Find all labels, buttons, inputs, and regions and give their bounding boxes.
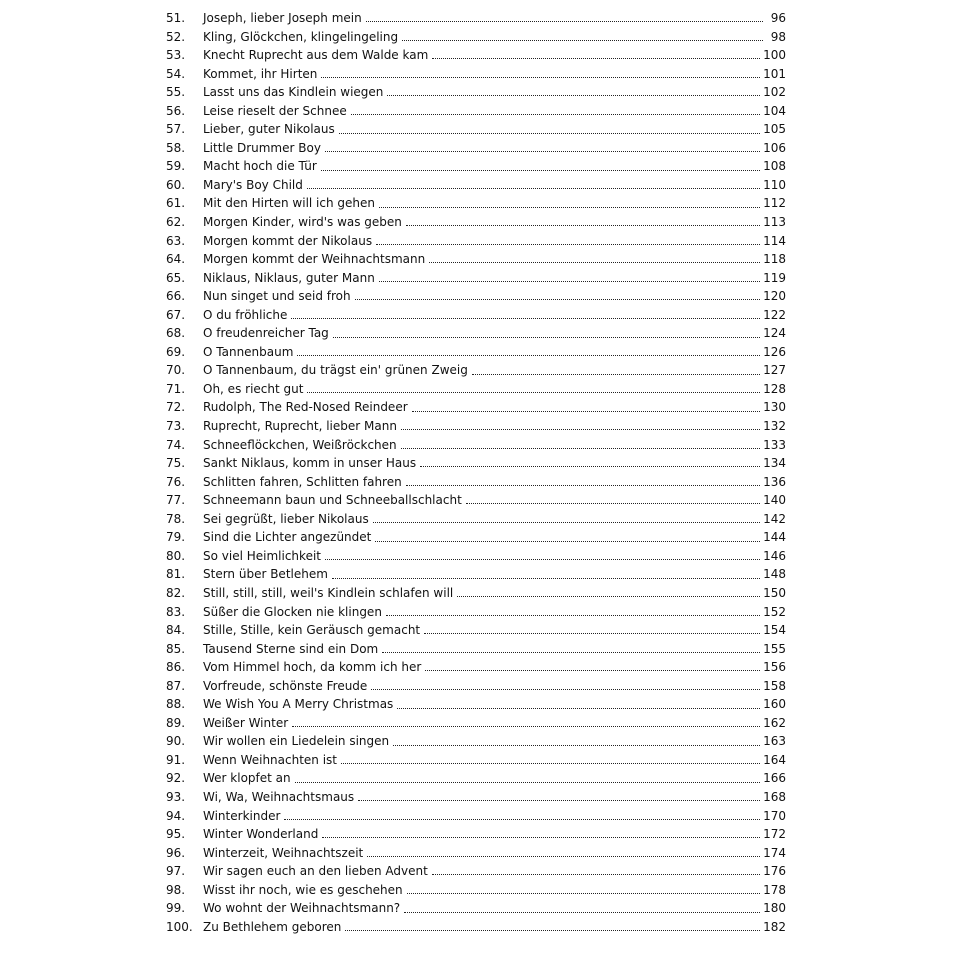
- entry-number: 74.: [166, 437, 186, 452]
- toc-entry: [166, 547, 786, 566]
- entry-page-number: 126: [763, 344, 786, 359]
- dot-leader: [402, 40, 763, 41]
- entry-title: Weißer Winter: [203, 715, 289, 730]
- toc-entry: [166, 176, 786, 195]
- dot-leader: [379, 281, 760, 282]
- entry-page-number: 132: [763, 419, 786, 434]
- entry-title: Tausend Sterne sind ein Dom: [203, 641, 379, 656]
- entry-number: 79.: [166, 530, 186, 545]
- entry-title: Schneemann baun und Schneeballschlacht: [203, 493, 462, 508]
- toc-entry: [166, 603, 786, 622]
- entry-number: 71.: [166, 381, 186, 396]
- toc-entry: [166, 250, 786, 269]
- entry-title: Wo wohnt der Weihnachtsmann?: [203, 901, 401, 916]
- entry-number: 77.: [166, 493, 186, 508]
- dot-leader: [297, 355, 760, 356]
- toc-entry: [166, 324, 786, 343]
- entry-number: 99.: [166, 901, 186, 916]
- toc-entry: [166, 194, 786, 213]
- entry-number: 96.: [166, 845, 186, 860]
- entry-number: 67.: [166, 307, 186, 322]
- toc-entry: [166, 862, 786, 881]
- entry-page-number: 128: [763, 381, 786, 396]
- entry-title: Vom Himmel hoch, da komm ich her: [203, 660, 422, 675]
- entry-number: 70.: [166, 363, 186, 378]
- entry-title: Wisst ihr noch, wie es geschehen: [203, 882, 403, 897]
- toc-entry: [166, 120, 786, 139]
- toc-entry: [166, 361, 786, 380]
- entry-page-number: 130: [763, 400, 786, 415]
- entry-number: 85.: [166, 641, 186, 656]
- entry-number: 72.: [166, 400, 186, 415]
- dot-leader: [401, 429, 760, 430]
- dot-leader: [404, 912, 760, 913]
- toc-entry: [166, 825, 786, 844]
- entry-number: 81.: [166, 567, 186, 582]
- dot-leader: [307, 392, 760, 393]
- entry-title: Sei gegrüßt, lieber Nikolaus: [203, 511, 369, 526]
- entry-page-number: 112: [763, 196, 786, 211]
- toc-entry: [166, 714, 786, 733]
- entry-number: 53.: [166, 48, 186, 63]
- toc-entry: [166, 565, 786, 584]
- toc-entry: [166, 695, 786, 714]
- dot-leader: [291, 318, 760, 319]
- toc-entry: [166, 473, 786, 492]
- dot-leader: [358, 800, 760, 801]
- entry-number: 57.: [166, 122, 186, 137]
- toc-entry: [166, 269, 786, 288]
- entry-number: 76.: [166, 474, 186, 489]
- entry-title: Ruprecht, Ruprecht, lieber Mann: [203, 419, 397, 434]
- entry-title: Sankt Niklaus, komm in unser Haus: [203, 456, 417, 471]
- entry-title: Joseph, lieber Joseph mein: [203, 11, 362, 25]
- dot-leader: [432, 874, 760, 875]
- entry-number: 51.: [166, 11, 186, 25]
- toc-entry: [166, 621, 786, 640]
- entry-page-number: 168: [763, 789, 786, 804]
- dot-leader: [429, 262, 760, 263]
- dot-leader: [420, 466, 760, 467]
- entry-page-number: 146: [763, 548, 786, 563]
- toc-entry: [166, 732, 786, 751]
- toc-entry: [166, 510, 786, 529]
- toc-entry: [166, 46, 786, 65]
- entry-number: 66.: [166, 289, 186, 304]
- toc-entry: [166, 788, 786, 807]
- entry-title: Wir sagen euch an den lieben Advent: [203, 864, 428, 879]
- dot-leader: [425, 670, 760, 671]
- entry-page-number: 154: [763, 623, 786, 638]
- entry-number: 95.: [166, 827, 186, 842]
- entry-title: Mary's Boy Child: [203, 177, 303, 192]
- entry-number: 60.: [166, 177, 186, 192]
- entry-number: 89.: [166, 715, 186, 730]
- entry-title: Mit den Hirten will ich gehen: [203, 196, 376, 211]
- dot-leader: [367, 856, 760, 857]
- toc-entry: [166, 584, 786, 603]
- dot-leader: [412, 411, 760, 412]
- dot-leader: [325, 559, 760, 560]
- entry-title: Süßer die Glocken nie klingen: [203, 604, 382, 619]
- entry-title: Morgen kommt der Weihnachtsmann: [203, 252, 426, 267]
- entry-title: Wi, Wa, Weihnachtsmaus: [203, 789, 355, 804]
- dot-leader: [397, 708, 760, 709]
- entry-title: Kling, Glöckchen, klingelingeling: [203, 29, 399, 44]
- entry-number: 75.: [166, 456, 186, 471]
- entry-title: Zu Bethlehem geboren: [203, 919, 342, 934]
- dot-leader: [373, 522, 760, 523]
- dot-leader: [375, 541, 760, 542]
- dot-leader: [466, 503, 760, 504]
- entry-title: Knecht Ruprecht aus dem Walde kam: [203, 48, 429, 63]
- entry-page-number: 176: [763, 864, 786, 879]
- dot-leader: [351, 114, 760, 115]
- entry-title: So viel Heimlichkeit: [203, 548, 321, 563]
- entry-page-number: 172: [763, 827, 786, 842]
- entry-number: 65.: [166, 270, 186, 285]
- entry-number: 83.: [166, 604, 186, 619]
- toc-entry: [166, 102, 786, 121]
- entry-number: 78.: [166, 511, 186, 526]
- toc-entry: [166, 918, 786, 937]
- entry-number: 68.: [166, 326, 186, 341]
- toc-entry: [166, 139, 786, 158]
- entry-number: 55.: [166, 85, 186, 100]
- toc-entry: [166, 232, 786, 251]
- entry-number: 91.: [166, 752, 186, 767]
- entry-page-number: 155: [763, 641, 786, 656]
- entry-title: O Tannenbaum: [203, 344, 294, 359]
- dot-leader: [345, 930, 760, 931]
- entry-title: Schneeflöckchen, Weißröckchen: [203, 437, 397, 452]
- entry-number: 93.: [166, 789, 186, 804]
- dot-leader: [424, 633, 760, 634]
- toc-entry: [166, 343, 786, 362]
- entry-number: 64.: [166, 252, 186, 267]
- entry-title: O freudenreicher Tag: [203, 326, 329, 341]
- dot-leader: [332, 578, 760, 579]
- entry-page-number: 136: [763, 474, 786, 489]
- dot-leader: [333, 337, 760, 338]
- entry-page-number: 142: [763, 511, 786, 526]
- dot-leader: [407, 893, 760, 894]
- dot-leader: [295, 782, 760, 783]
- toc-entry: [166, 881, 786, 900]
- entry-title: Wer klopfet an: [203, 771, 291, 786]
- entry-page-number: 106: [763, 140, 786, 155]
- entry-page-number: 124: [763, 326, 786, 341]
- entry-title: Nun singet und seid froh: [203, 289, 351, 304]
- toc-entry: [166, 491, 786, 510]
- entry-page-number: 170: [763, 808, 786, 823]
- entry-title: O Tannenbaum, du trägst ein' grünen Zweig: [203, 363, 468, 378]
- dot-leader: [366, 21, 763, 22]
- entry-number: 97.: [166, 864, 186, 879]
- dot-leader: [387, 95, 760, 96]
- entry-title: Niklaus, Niklaus, guter Mann: [203, 270, 375, 285]
- toc-entry: [166, 28, 786, 47]
- toc-entry: [166, 436, 786, 455]
- toc-entry: [166, 65, 786, 84]
- entry-title: Stern über Betlehem: [203, 567, 328, 582]
- dot-leader: [371, 689, 760, 690]
- toc-entry: [166, 899, 786, 918]
- entry-title: O du fröhliche: [203, 307, 288, 322]
- entry-title: Kommet, ihr Hirten: [203, 66, 318, 81]
- entry-page-number: 105: [763, 122, 786, 137]
- entry-number: 69.: [166, 344, 186, 359]
- entry-page-number: 96: [770, 11, 786, 25]
- entry-title: Leise rieselt der Schnee: [203, 103, 347, 118]
- dot-leader: [292, 726, 760, 727]
- entry-number: 92.: [166, 771, 186, 786]
- toc-entry: [166, 306, 786, 325]
- entry-number: 54.: [166, 66, 186, 81]
- entry-title: Vorfreude, schönste Freude: [203, 678, 368, 693]
- entry-page-number: 163: [763, 734, 786, 749]
- entry-title: Wir wollen ein Liedelein singen: [203, 734, 390, 749]
- toc-entry: [166, 157, 786, 176]
- entry-page-number: 122: [763, 307, 786, 322]
- entry-title: Winter Wonderland: [203, 827, 319, 842]
- dot-leader: [307, 188, 760, 189]
- entry-number: 98.: [166, 882, 186, 897]
- entry-page-number: 164: [763, 752, 786, 767]
- entry-number: 59.: [166, 159, 186, 174]
- toc-entry: [166, 9, 786, 28]
- toc-entry: [166, 528, 786, 547]
- entry-page-number: 120: [763, 289, 786, 304]
- dot-leader: [393, 745, 760, 746]
- entry-page-number: 148: [763, 567, 786, 582]
- entry-page-number: 180: [763, 901, 786, 916]
- dot-leader: [457, 596, 760, 597]
- entry-title: Morgen kommt der Nikolaus: [203, 233, 373, 248]
- toc-entry: [166, 83, 786, 102]
- entry-title: Sind die Lichter angezündet: [203, 530, 372, 545]
- entry-page-number: 113: [763, 215, 786, 230]
- toc-entry: [166, 844, 786, 863]
- toc-entry: [166, 751, 786, 770]
- entry-title: Rudolph, The Red-Nosed Reindeer: [203, 400, 408, 415]
- entry-number: 63.: [166, 233, 186, 248]
- entry-page-number: 102: [763, 85, 786, 100]
- entry-page-number: 133: [763, 437, 786, 452]
- entry-number: 100.: [166, 919, 193, 934]
- dot-leader: [386, 615, 760, 616]
- entry-page-number: 114: [763, 233, 786, 248]
- dot-leader: [432, 58, 760, 59]
- toc-entry: [166, 769, 786, 788]
- toc-entry: [166, 417, 786, 436]
- entry-page-number: 110: [763, 177, 786, 192]
- entry-title: Little Drummer Boy: [203, 140, 321, 155]
- dot-leader: [284, 819, 760, 820]
- dot-leader: [339, 133, 760, 134]
- entry-page-number: 119: [763, 270, 786, 285]
- dot-leader: [321, 77, 760, 78]
- entry-title: Still, still, still, weil's Kindlein schlafen will: [203, 585, 454, 600]
- dot-leader: [379, 207, 760, 208]
- entry-page-number: 182: [763, 919, 786, 934]
- dot-leader: [321, 170, 760, 171]
- entry-title: Morgen Kinder, wird's was geben: [203, 215, 402, 230]
- dot-leader: [406, 225, 760, 226]
- entry-number: 88.: [166, 697, 186, 712]
- entry-page-number: 134: [763, 456, 786, 471]
- entry-number: 87.: [166, 678, 186, 693]
- table-of-contents: [166, 9, 786, 936]
- entry-number: 58.: [166, 140, 186, 155]
- dot-leader: [322, 837, 760, 838]
- toc-entry: [166, 658, 786, 677]
- entry-title: Oh, es riecht gut: [203, 381, 304, 396]
- entry-page-number: 162: [763, 715, 786, 730]
- entry-page-number: 178: [763, 882, 786, 897]
- entry-number: 73.: [166, 419, 186, 434]
- entry-title: Macht hoch die Tür: [203, 159, 317, 174]
- entry-title: Lieber, guter Nikolaus: [203, 122, 335, 137]
- dot-leader: [472, 374, 760, 375]
- entry-page-number: 160: [763, 697, 786, 712]
- entry-page-number: 152: [763, 604, 786, 619]
- entry-number: 84.: [166, 623, 186, 638]
- entry-page-number: 156: [763, 660, 786, 675]
- dot-leader: [401, 448, 760, 449]
- entry-number: 52.: [166, 29, 186, 44]
- entry-page-number: 101: [763, 66, 786, 81]
- entry-page-number: 104: [763, 103, 786, 118]
- entry-number: 86.: [166, 660, 186, 675]
- entry-title: Lasst uns das Kindlein wiegen: [203, 85, 384, 100]
- entry-title: Wenn Weihnachten ist: [203, 752, 338, 767]
- entry-page-number: 98: [770, 29, 786, 44]
- dot-leader: [382, 652, 760, 653]
- toc-entry: [166, 640, 786, 659]
- toc-entry: [166, 287, 786, 306]
- entry-page-number: 127: [763, 363, 786, 378]
- dot-leader: [341, 763, 760, 764]
- entry-number: 94.: [166, 808, 186, 823]
- dot-leader: [355, 299, 760, 300]
- entry-title: Winterkinder: [203, 808, 281, 823]
- entry-title: We Wish You A Merry Christmas: [203, 697, 394, 712]
- toc-entry: [166, 398, 786, 417]
- dot-leader: [325, 151, 760, 152]
- entry-page-number: 174: [763, 845, 786, 860]
- entry-page-number: 150: [763, 585, 786, 600]
- entry-number: 80.: [166, 548, 186, 563]
- entry-title: Schlitten fahren, Schlitten fahren: [203, 474, 402, 489]
- entry-number: 61.: [166, 196, 186, 211]
- entry-number: 62.: [166, 215, 186, 230]
- toc-entry: [166, 807, 786, 826]
- toc-entry: [166, 213, 786, 232]
- toc-entry: [166, 677, 786, 696]
- toc-entry: [166, 380, 786, 399]
- entry-page-number: 118: [763, 252, 786, 267]
- entry-page-number: 100: [763, 48, 786, 63]
- toc-entry: [166, 454, 786, 473]
- entry-number: 56.: [166, 103, 186, 118]
- entry-page-number: 140: [763, 493, 786, 508]
- entry-title: Stille, Stille, kein Geräusch gemacht: [203, 623, 421, 638]
- dot-leader: [376, 244, 760, 245]
- entry-number: 82.: [166, 585, 186, 600]
- dot-leader: [406, 485, 760, 486]
- entry-page-number: 144: [763, 530, 786, 545]
- entry-page-number: 166: [763, 771, 786, 786]
- entry-page-number: 158: [763, 678, 786, 693]
- entry-title: Winterzeit, Weihnachtszeit: [203, 845, 364, 860]
- entry-page-number: 108: [763, 159, 786, 174]
- entry-number: 90.: [166, 734, 186, 749]
